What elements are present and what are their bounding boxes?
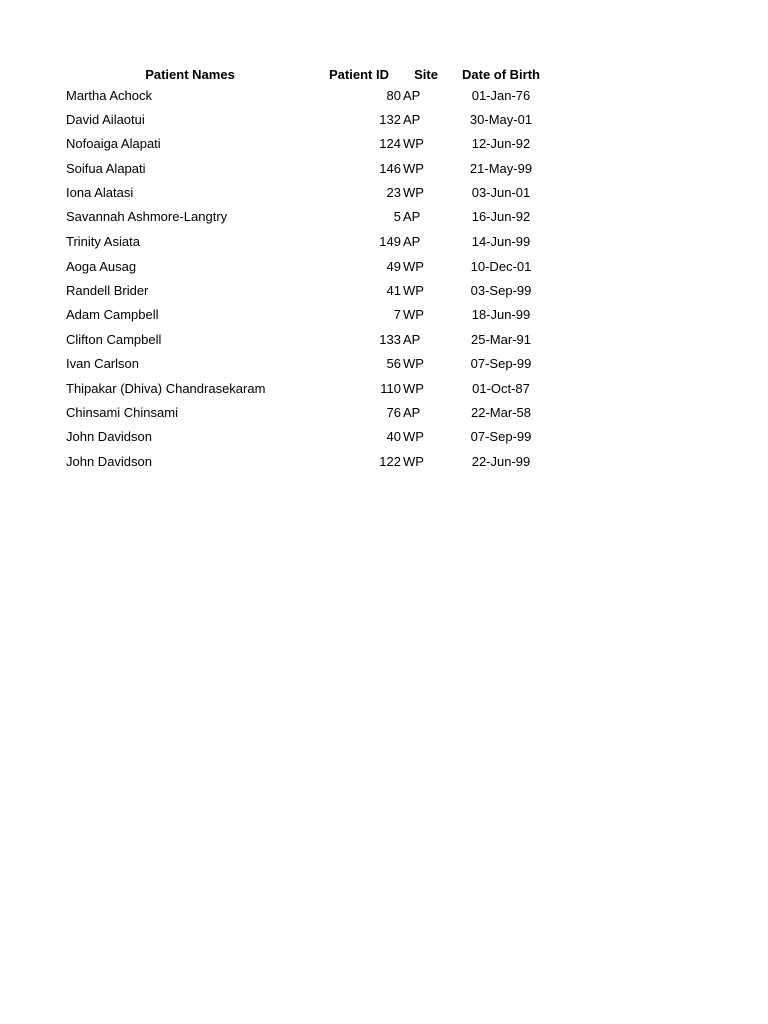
patient-name-cell: David Ailaotui bbox=[66, 112, 145, 127]
dob-cell: 22-Jun-99 bbox=[471, 454, 531, 469]
table-row bbox=[0, 330, 768, 350]
patient-id-cell: 5 bbox=[393, 209, 401, 224]
patient-id-cell: 146 bbox=[379, 161, 401, 176]
site-cell: WP bbox=[403, 136, 424, 151]
site-cell: AP bbox=[403, 332, 421, 347]
table-row bbox=[0, 232, 768, 252]
patient-name-cell: Soifua Alapati bbox=[66, 161, 146, 176]
dob-cell: 21-May-99 bbox=[469, 161, 533, 176]
dob-cell: 07-Sep-99 bbox=[470, 429, 532, 444]
patient-name-cell: Trinity Asiata bbox=[66, 234, 140, 249]
site-cell: WP bbox=[403, 259, 424, 274]
header-patient-names: Patient Names bbox=[145, 67, 235, 82]
patient-id-cell: 132 bbox=[379, 112, 401, 127]
table-row bbox=[0, 403, 768, 423]
table-row bbox=[0, 86, 768, 106]
dob-cell: 12-Jun-92 bbox=[471, 136, 531, 151]
site-cell: WP bbox=[403, 429, 424, 444]
table-row bbox=[0, 110, 768, 130]
table-row bbox=[0, 257, 768, 277]
site-cell: WP bbox=[403, 356, 424, 371]
dob-cell: 14-Jun-99 bbox=[471, 234, 531, 249]
patient-name-cell: Martha Achock bbox=[66, 88, 152, 103]
header-site: Site bbox=[414, 67, 438, 82]
patient-name-cell: Thipakar (Dhiva) Chandrasekaram bbox=[66, 381, 266, 396]
header-date-of-birth: Date of Birth bbox=[462, 67, 540, 82]
site-cell: WP bbox=[403, 307, 424, 322]
patient-id-cell: 122 bbox=[379, 454, 401, 469]
patient-name-cell: Nofoaiga Alapati bbox=[66, 136, 161, 151]
patient-id-cell: 76 bbox=[386, 405, 401, 420]
patient-name-cell: John Davidson bbox=[66, 454, 152, 469]
header-patient-id: Patient ID bbox=[329, 67, 389, 82]
dob-cell: 18-Jun-99 bbox=[471, 307, 531, 322]
site-cell: WP bbox=[403, 454, 424, 469]
header-row bbox=[0, 65, 768, 85]
table-row bbox=[0, 452, 768, 472]
site-cell: WP bbox=[403, 283, 424, 298]
table-row bbox=[0, 379, 768, 399]
patient-name-cell: Clifton Campbell bbox=[66, 332, 162, 347]
site-cell: WP bbox=[403, 185, 424, 200]
site-cell: WP bbox=[403, 381, 424, 396]
dob-cell: 07-Sep-99 bbox=[470, 356, 532, 371]
table-row bbox=[0, 305, 768, 325]
patient-name-cell: Ivan Carlson bbox=[66, 356, 139, 371]
patient-id-cell: 124 bbox=[379, 136, 401, 151]
patient-id-cell: 80 bbox=[386, 88, 401, 103]
table-row bbox=[0, 281, 768, 301]
dob-cell: 01-Oct-87 bbox=[472, 381, 530, 396]
patient-id-cell: 41 bbox=[386, 283, 401, 298]
patient-name-cell: Randell Brider bbox=[66, 283, 149, 298]
patient-name-cell: Savannah Ashmore-Langtry bbox=[66, 209, 228, 224]
patient-id-cell: 110 bbox=[380, 381, 401, 396]
site-cell: AP bbox=[403, 234, 421, 249]
patient-id-cell: 40 bbox=[386, 429, 401, 444]
dob-cell: 01-Jan-76 bbox=[471, 88, 531, 103]
patient-id-cell: 49 bbox=[386, 259, 401, 274]
patient-id-cell: 7 bbox=[393, 307, 401, 322]
dob-cell: 03-Jun-01 bbox=[471, 185, 531, 200]
patient-id-cell: 23 bbox=[386, 185, 401, 200]
patient-id-cell: 149 bbox=[379, 234, 401, 249]
table-row bbox=[0, 159, 768, 179]
table-row bbox=[0, 207, 768, 227]
site-cell: AP bbox=[403, 112, 421, 127]
table-row bbox=[0, 427, 768, 447]
table-row bbox=[0, 354, 768, 374]
patient-name-cell: Chinsami Chinsami bbox=[66, 405, 178, 420]
patient-name-cell: Aoga Ausag bbox=[66, 259, 137, 274]
dob-cell: 10-Dec-01 bbox=[470, 259, 532, 274]
site-cell: AP bbox=[403, 405, 421, 420]
patient-name-cell: Adam Campbell bbox=[66, 307, 159, 322]
site-cell: AP bbox=[403, 88, 421, 103]
dob-cell: 30-May-01 bbox=[469, 112, 533, 127]
patient-name-cell: John Davidson bbox=[66, 429, 152, 444]
patient-id-cell: 56 bbox=[386, 356, 401, 371]
patient-name-cell: Iona Alatasi bbox=[66, 185, 134, 200]
dob-cell: 25-Mar-91 bbox=[471, 332, 531, 347]
site-cell: AP bbox=[403, 209, 421, 224]
patient-id-cell: 133 bbox=[379, 332, 401, 347]
dob-cell: 22-Mar-58 bbox=[471, 405, 531, 420]
dob-cell: 16-Jun-92 bbox=[471, 209, 531, 224]
table-row bbox=[0, 134, 768, 154]
dob-cell: 03-Sep-99 bbox=[470, 283, 532, 298]
table-row bbox=[0, 183, 768, 203]
site-cell: WP bbox=[403, 161, 424, 176]
